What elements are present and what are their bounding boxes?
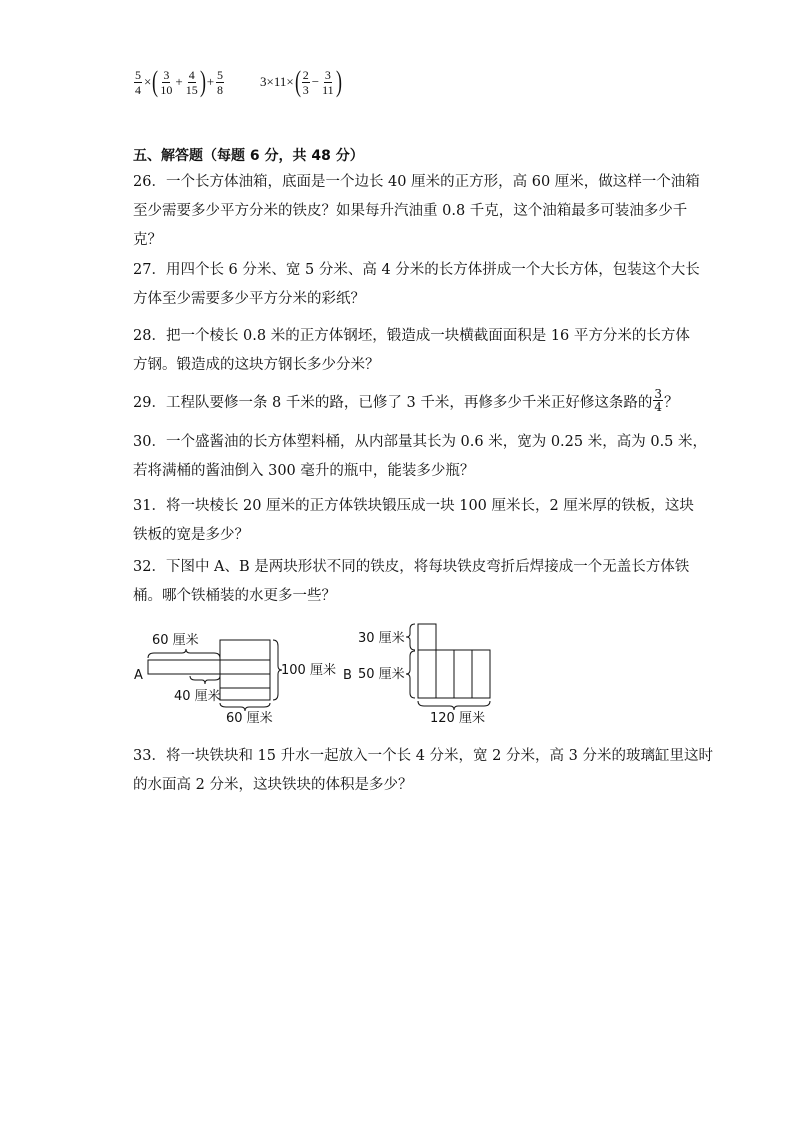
fraction-5-8: $\frac{5}{8}$ xyxy=(217,67,224,97)
sheet-a-box xyxy=(220,640,270,700)
plus-sign: + xyxy=(206,74,215,89)
plus-sign: + xyxy=(175,74,183,89)
minus-sign: − xyxy=(311,74,320,89)
question-26: 26．一个长方体油箱，底面是一个边长 40 厘米的正方形，高 60 厘米，做这样一个油箱 至少需要多少平方分米的铁皮？如果每升汽油重 0.8 千克，这个油箱最多可装油多少千 克？ xyxy=(133,174,700,248)
label-a: A xyxy=(134,668,143,683)
question-28: 28．把一个棱长 0.8 米的正方体钢坯，锻造成一块横截面面积是 16 平方分米的长方体 方钢。锻造成的这块方钢长多少分米？ xyxy=(133,328,690,373)
brace-a-bottom xyxy=(220,703,270,711)
right-paren: ) xyxy=(199,65,206,98)
question-27: 27．用四个长 6 分米、宽 5 分米、高 4 分米的长方体拼成一个大长方体，包装这个大长 方体至少需要多少平方分米的彩纸？ xyxy=(133,262,700,307)
brace-a-mid xyxy=(190,676,220,684)
label-b: B xyxy=(343,668,352,683)
calc-expressions xyxy=(133,62,342,102)
label-b-bottom: 120 厘米 xyxy=(430,711,485,726)
sheet-b-top-square xyxy=(418,624,436,650)
iron-sheet-figure xyxy=(128,618,508,730)
fraction-3-4: $\frac{3}{4}$ xyxy=(654,386,662,414)
fraction-5-4: $\frac{5}{4}$ xyxy=(135,67,141,97)
question-30: 30．一个盛酱油的长方体塑料桶，从内部量其长为 0.6 米，宽为 0.25 米，高为 0.5 米， 若将满桶的酱油倒入 300 毫升的瓶中，能装多少瓶？ xyxy=(133,434,708,479)
label-b-top: 30 厘米 xyxy=(358,631,405,646)
brace-b-top xyxy=(406,624,415,650)
question-29: 29．工程队要修一条 8 千米的路，已修了 3 千米，再修多少千米正好修这条路的 $\frac{3}{4}$ ？ xyxy=(133,386,679,414)
question-32: 32．下图中 A、B 是两块形状不同的铁皮，将每块铁皮弯折后焊接成一个无盖长方体铁 桶。哪个铁桶装的水更多一些？ xyxy=(133,559,690,604)
times-sign: × xyxy=(144,74,152,89)
fraction-3-11: $\frac{3}{11}$ xyxy=(322,67,334,97)
question-31: 31．将一块棱长 20 厘米的正方体铁块锻压成一块 100 厘米长，2 厘米厚的铁板，这块 铁板的宽是多少？ xyxy=(133,498,694,543)
question-33: 33．将一块铁块和 15 升水一起放入一个长 4 分米，宽 2 分米，高 3 分米的玻璃缸里这时 的水面高 2 分米，这块铁块的体积是多少？ xyxy=(133,748,713,793)
fraction-4-15: $\frac{4}{15}$ xyxy=(185,67,198,97)
section-title: 五、解答题（每题 6 分，共 48 分） xyxy=(133,148,364,164)
fraction-2-3: $\frac{2}{3}$ xyxy=(302,67,309,97)
left-paren: ( xyxy=(152,65,159,98)
label-b-mid: 50 厘米 xyxy=(358,667,405,682)
left-paren: ( xyxy=(294,65,301,98)
sheet-a-strip xyxy=(148,660,220,674)
brace-b-mid xyxy=(406,651,415,698)
label-a-bottom: 60 厘米 xyxy=(226,711,273,726)
right-paren: ) xyxy=(335,65,342,98)
label-a-mid: 40 厘米 xyxy=(174,689,221,704)
expr2-prefix: 3×11× xyxy=(260,74,294,89)
fraction-3-10: $\frac{3}{10}$ xyxy=(160,67,173,97)
brace-b-bottom xyxy=(418,701,490,710)
brace-a-top xyxy=(148,649,220,658)
label-a-right: 100 厘米 xyxy=(281,663,336,678)
label-a-top: 60 厘米 xyxy=(152,633,199,648)
